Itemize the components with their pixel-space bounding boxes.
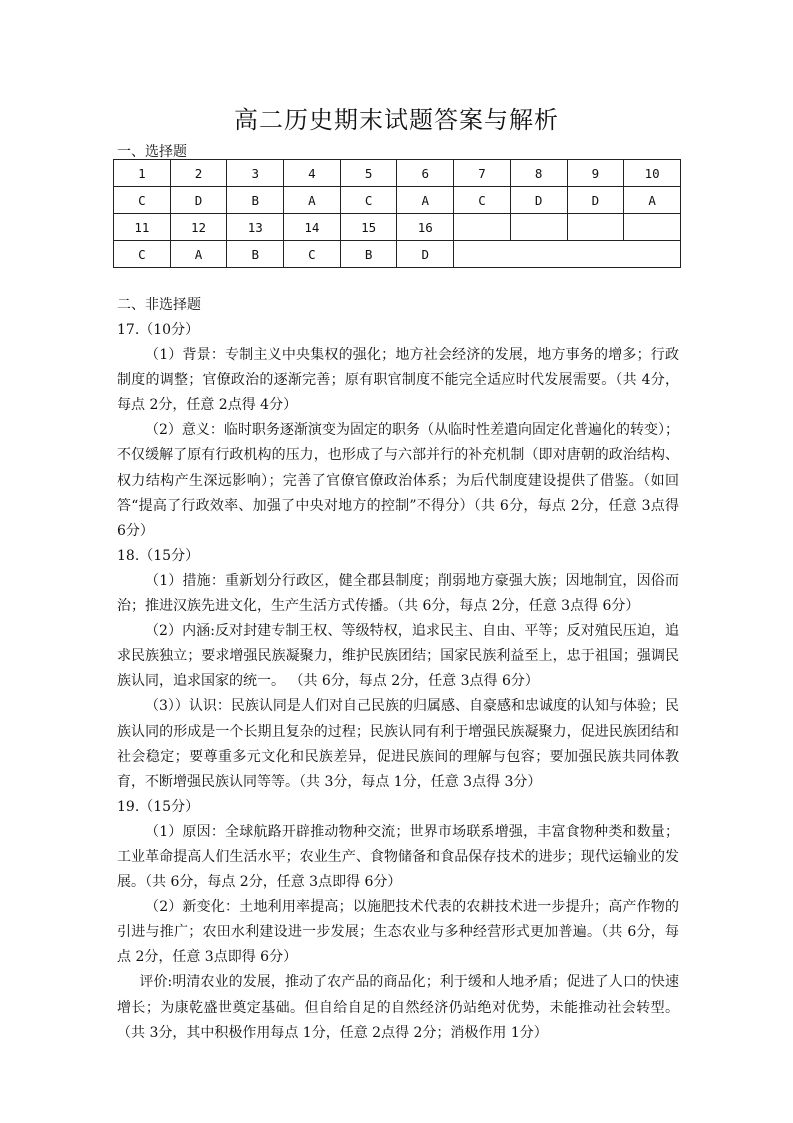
table-cell: D	[510, 187, 567, 214]
question-19-part1: （1）原因：全球航路开辟推动物种交流；世界市场联系增强，丰富食物种类和数量；工业革命提高人们生活水平；农业生产、食物储备和食品保存技术的进步；现代运输业的发展。（共 6分，每点 2分，任意 3点即得 6分）	[117, 823, 679, 891]
answer-table	[113, 159, 681, 268]
question-18-label: 18.（15分）	[117, 547, 200, 564]
table-cell: 15	[340, 214, 397, 241]
table-cell-empty	[567, 214, 624, 241]
table-cell: D	[567, 187, 624, 214]
table-cell: 5	[340, 160, 397, 187]
table-cell: 13	[227, 214, 284, 241]
table-cell: B	[340, 241, 397, 268]
table-cell: 7	[454, 160, 511, 187]
table-cell: 2	[170, 160, 227, 187]
table-cell: D	[170, 187, 227, 214]
question-18-part3: （3））认识：民族认同是人们对自己民族的归属感、自豪感和忠诚度的认知与体验；民族认同的形成是一个长期且复杂的过程；民族认同有利于增强民族凝聚力，促进民族团结和社会稳定；要尊重多元文化和民族差异，促进民族间的理解与包容；要加强民族共同体教育，不断增强民族认同等等。（共 3分，每点 1分，任意 3点得 3分）	[117, 698, 679, 790]
table-cell: 8	[510, 160, 567, 187]
table-row-numbers-2	[114, 214, 681, 241]
table-cell-empty	[454, 214, 511, 241]
table-cell: A	[624, 187, 681, 214]
table-cell-empty	[454, 241, 681, 268]
table-cell: C	[114, 187, 171, 214]
table-cell: 3	[227, 160, 284, 187]
section-heading-choice: 一、选择题	[117, 144, 187, 160]
question-19-part2: （2）新变化：土地利用率提高；以施肥技术代表的农耕技术进一步提升；高产作物的引进与推广；农田水利建设进一步发展；生态农业与多种经营形式更加普遍。（共 6分，每点 2分，任意 3点即得 6分）	[117, 899, 679, 966]
table-row-answers-2	[114, 241, 681, 268]
table-cell: 4	[284, 160, 341, 187]
table-cell: A	[284, 187, 341, 214]
question-18-part1: （1）措施：重新划分行政区，健全郡县制度；削弱地方豪强大族；因地制宜，因俗而治；推进汉族先进文化，生产生活方式传播。（共 6分，每点 2分，任意 3点得 6分）	[117, 572, 679, 615]
question-17-part2: （2）意义：临时职务逐渐演变为固定的职务（从临时性差遣向固定化普遍化的转变）；不仅缓解了原有行政机构的压力，也形成了与六部并行的补充机制（即对唐朝的政治结构、权力结构产生深远影响）；完善了官僚官僚政治体系；为后代制度建设提供了借鉴。（如回答“提高了行政效率、加强了中央对地方的控制”不得分）（共 6分，每点 2分，任意 3点得 6分）	[117, 422, 679, 539]
table-cell: C	[114, 241, 171, 268]
table-cell: B	[227, 241, 284, 268]
table-cell: D	[397, 241, 454, 268]
question-18-part2: （2）内涵:反对封建专制王权、等级特权，追求民主、自由、平等；反对殖民压迫，追求民族独立；要求增强民族凝聚力，维护民族团结；国家民族利益至上，忠于祖国；强调民族认同，追求国家的统一。 （共 6分，每点 2分，任意 3点得 6分）	[117, 623, 679, 690]
table-cell: C	[284, 241, 341, 268]
table-cell: 10	[624, 160, 681, 187]
table-cell-empty	[510, 214, 567, 241]
table-cell: B	[227, 187, 284, 214]
question-19-evaluation: 评价:明清农业的发展，推动了农产品的商品化；利于缓和人地矛盾；促进了人口的快速增长；为康乾盛世奠定基础。但自给自足的自然经济仍站绝对优势，未能推动社会转型。（共 3分，其中积极作用每点 1分，任意 2点得 2分；消极作用 1分）	[117, 974, 679, 1041]
question-17-part1: （1）背景：专制主义中央集权的强化；地方社会经济的发展，地方事务的增多；行政制度的调整；官僚政治的逐渐完善；原有职官制度不能完全适应时代发展需要。（共 4分，每点 2分，任意 2点得 4分）	[117, 347, 679, 414]
table-cell: 12	[170, 214, 227, 241]
table-cell: C	[454, 187, 511, 214]
question-17-label: 17.（10分）	[117, 322, 200, 338]
table-cell: A	[397, 187, 454, 214]
table-row-numbers-1	[114, 160, 681, 187]
table-cell: A	[170, 241, 227, 268]
table-cell: C	[340, 187, 397, 214]
table-cell: 16	[397, 214, 454, 241]
table-cell: 14	[284, 214, 341, 241]
table-cell: 9	[567, 160, 624, 187]
answer-body	[117, 318, 679, 1046]
table-cell: 6	[397, 160, 454, 187]
table-cell: 1	[114, 160, 171, 187]
table-cell-empty	[624, 214, 681, 241]
section-heading-nonchoice: 二、非选择题	[117, 297, 201, 313]
table-cell: 11	[114, 214, 171, 241]
page-title: 高二历史期末试题答案与解析	[234, 106, 559, 134]
table-row-answers-1	[114, 187, 681, 214]
question-19-label: 19.（15分）	[117, 798, 200, 815]
